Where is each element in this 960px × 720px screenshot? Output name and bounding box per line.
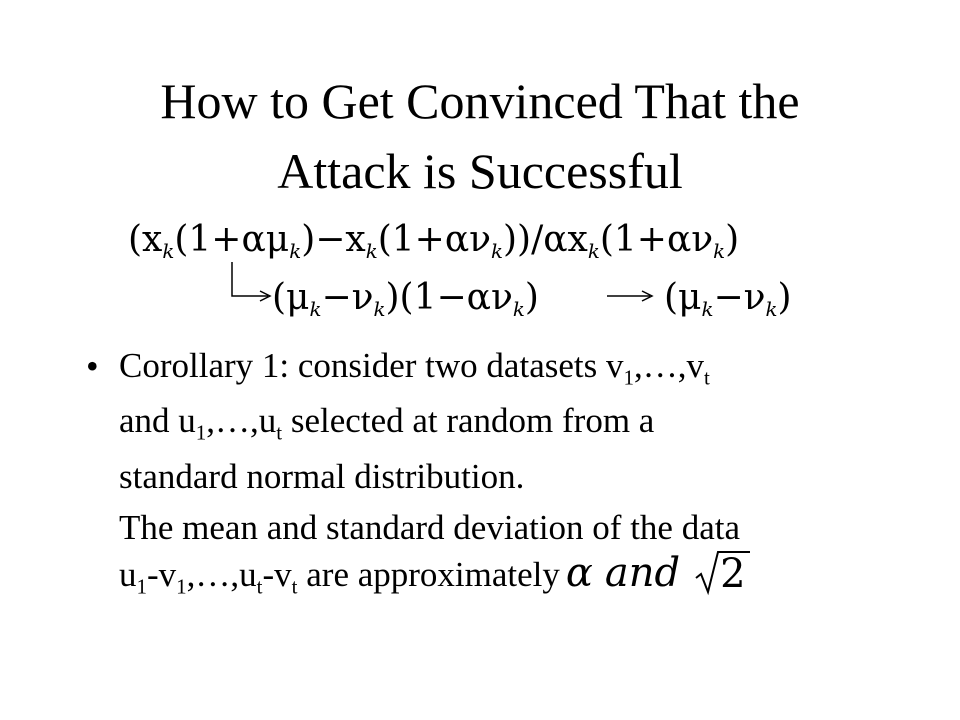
para-l2-u: u: [119, 555, 137, 594]
eq1-sub-e: k: [587, 239, 600, 263]
mean-std-formula: [566, 550, 750, 596]
formula-two: 2: [720, 551, 746, 597]
corollary-l1-sub1: 1: [623, 365, 634, 390]
eq1-sub-d: k: [491, 239, 504, 263]
corollary-l1-sub2: t: [703, 365, 710, 390]
eq2-part-b: −ν: [321, 277, 374, 318]
eq1-sub-a: k: [162, 239, 175, 263]
paragraph-line-1: The mean and standard deviation of the data: [119, 508, 741, 547]
corollary-l1-mid: ,…,v: [633, 346, 704, 385]
eq1-part-f: (1+αν: [599, 219, 714, 260]
para-l2-mid: ,…,u: [186, 555, 257, 594]
para-l2-dash-v2: -v: [262, 555, 292, 594]
eq2-sub-b: k: [373, 297, 386, 321]
eq3-sub-b: k: [765, 297, 778, 321]
equation-simplified: [272, 270, 539, 338]
eq1-part-a: (x: [128, 219, 163, 260]
eq1-sub-c: k: [365, 239, 378, 263]
corollary-l2-sub1: 1: [195, 420, 207, 445]
eq3-part-a: (μ: [664, 277, 702, 318]
eq2-part-d: ): [524, 277, 539, 318]
corollary-l2-sub2: t: [276, 420, 283, 445]
corollary-l2-mid: ,…,u: [206, 401, 277, 441]
para-l2-sub3: t: [256, 574, 263, 599]
eq2-sub-c: k: [512, 297, 525, 321]
formula-alpha: α: [565, 550, 593, 596]
eq2-part-c: )(1−αν: [385, 277, 513, 318]
sqrt-icon: [694, 550, 750, 596]
para-l2-dash-v: -v: [147, 555, 177, 594]
corollary-l2-post: selected at random from a: [282, 401, 655, 441]
equation-limit: [664, 270, 792, 338]
corollary-l1-pre: Corollary 1: consider two datasets v: [119, 346, 624, 385]
slide-title: [0, 66, 960, 206]
eq1-part-b: (1+αμ: [174, 219, 290, 260]
eq1-part-d: (1+αν: [377, 219, 492, 260]
elbow-arrowhead-icon: [260, 291, 270, 301]
eq3-part-c: ): [777, 277, 792, 318]
eq2-part-a: (μ: [272, 277, 310, 318]
right-arrowhead-icon: [642, 291, 652, 301]
para-l2-post: are approximately: [297, 555, 560, 594]
eq1-sub-b: k: [289, 239, 302, 263]
eq2-sub-a: k: [309, 297, 322, 321]
title-line-2: Attack is Successful: [277, 143, 683, 199]
corollary-line-3: standard normal distribution.: [119, 456, 525, 496]
mean-std-paragraph: [119, 506, 919, 608]
title-line-1: How to Get Convinced That the: [160, 73, 800, 129]
eq3-sub-a: k: [701, 297, 714, 321]
corollary-text: [119, 344, 899, 499]
eq3-part-b: −ν: [713, 277, 766, 318]
eq1-sub-f: k: [713, 239, 726, 263]
para-l2-sub2: 1: [176, 574, 187, 599]
formula-and: and: [604, 550, 681, 596]
corollary-line-1: [119, 344, 899, 399]
para-l2-sub1: 1: [136, 574, 147, 599]
corollary-l2-pre: and u: [119, 401, 196, 441]
eq1-part-e: ))/αx: [503, 219, 588, 260]
corollary-line-2: [119, 399, 899, 454]
eq1-part-c: )−x: [301, 219, 366, 260]
paragraph-line-2: [119, 550, 919, 608]
bullet-icon: •: [86, 346, 99, 386]
para-l2-sub4: t: [291, 574, 298, 599]
eq1-part-g: ): [725, 219, 740, 260]
